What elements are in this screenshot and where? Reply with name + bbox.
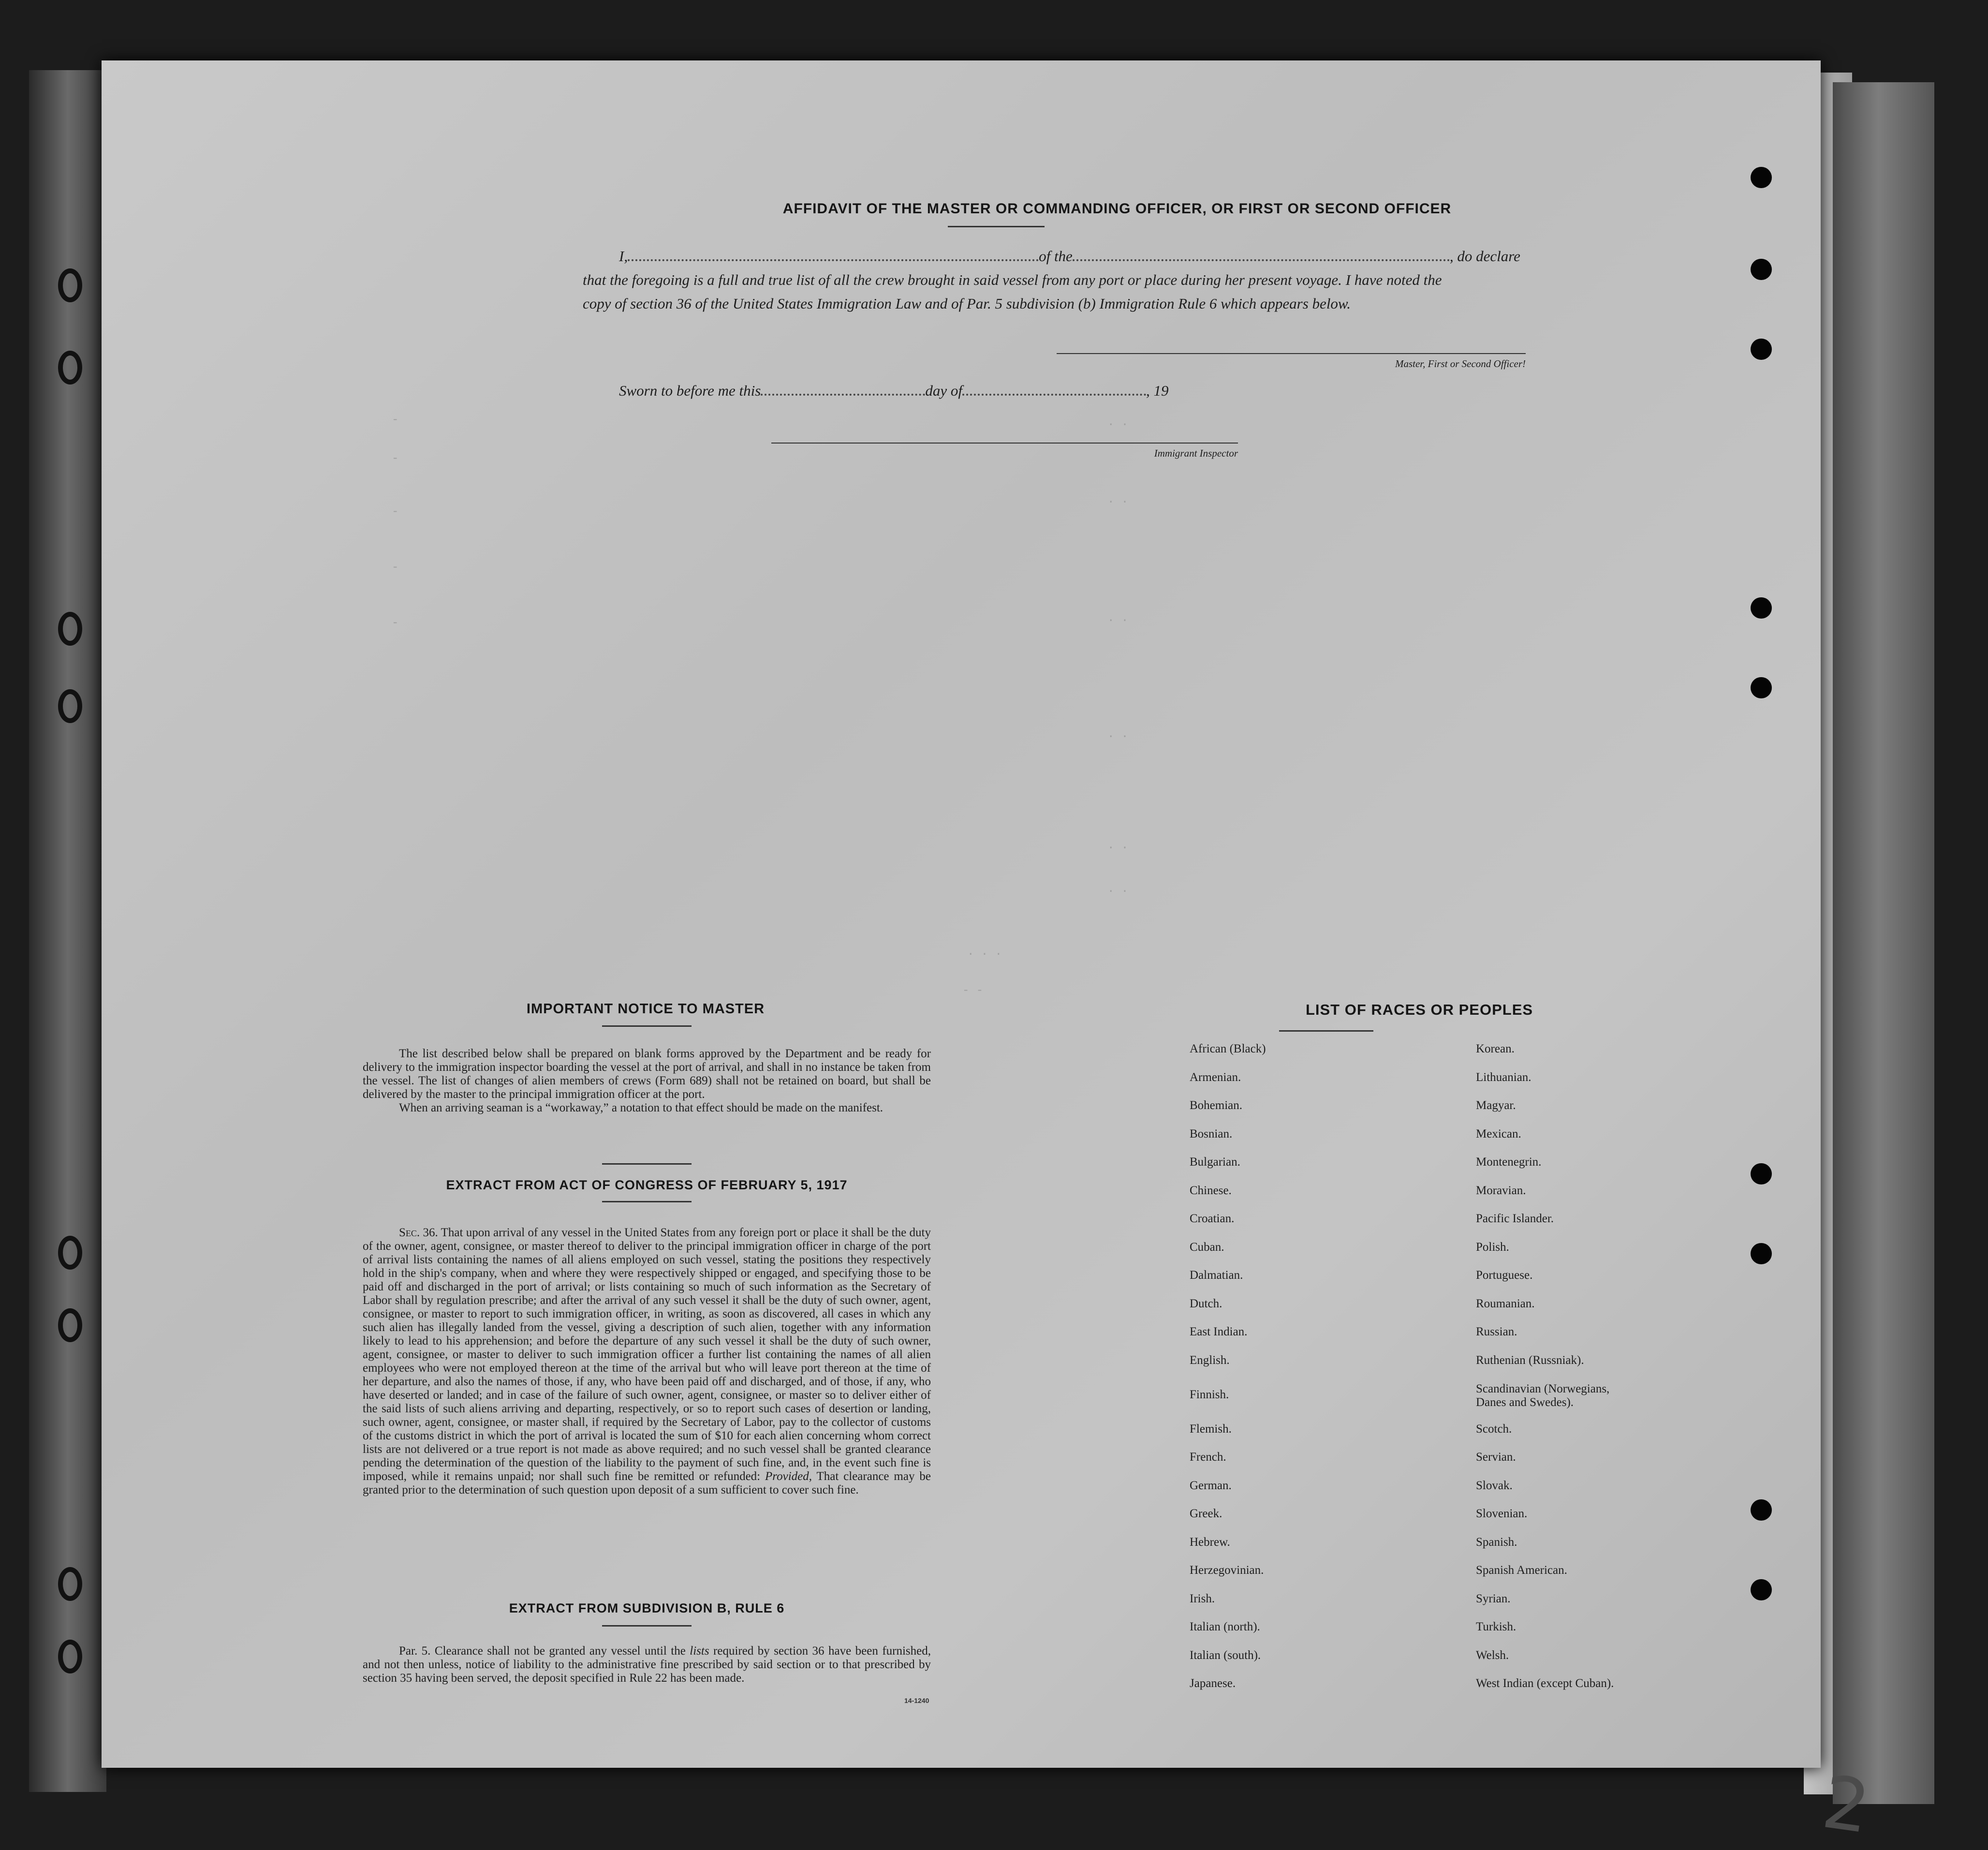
bleed-through-mark: -	[392, 617, 399, 630]
binder-hole	[1751, 259, 1772, 280]
vessel-blank	[1073, 249, 1450, 261]
binder-hole	[1751, 1499, 1772, 1521]
race-item: Lithuanian.	[1476, 1070, 1531, 1084]
binder-hole	[58, 1308, 82, 1342]
race-item: Polish.	[1476, 1240, 1509, 1254]
bleed-through-mark: . .	[1107, 416, 1129, 429]
race-item: Irish.	[1190, 1592, 1215, 1605]
inspector-caption: Immigrant Inspector	[1154, 447, 1238, 459]
title-underline	[1279, 1030, 1373, 1032]
affidavit-declaration	[583, 244, 1528, 315]
binder-hole	[1751, 167, 1772, 188]
name-blank	[628, 249, 1039, 261]
binder-hole	[1751, 597, 1772, 619]
bleed-through-mark: . .	[1107, 612, 1129, 625]
races-title: LIST OF RACES OR PEOPLES	[1305, 1001, 1533, 1018]
section-label: Sec. 36.	[399, 1226, 438, 1239]
title-underline	[602, 1025, 692, 1027]
bleed-through-mark: -	[392, 561, 399, 574]
extract-rule-title: EXTRACT FROM SUBDIVISION B, RULE 6	[509, 1601, 785, 1615]
race-item: Bohemian.	[1190, 1099, 1243, 1112]
race-item: Russian.	[1476, 1325, 1517, 1338]
bleed-through-mark: . .	[1107, 493, 1129, 506]
title-underline	[948, 226, 1045, 227]
binder-hole	[1751, 339, 1772, 360]
paragraph-5	[363, 1644, 931, 1685]
sworn-line	[619, 382, 1199, 400]
signature-line	[1057, 353, 1526, 354]
race-item: Flemish.	[1190, 1422, 1232, 1436]
race-item: Greek.	[1190, 1507, 1222, 1520]
race-item: Dalmatian.	[1190, 1269, 1243, 1282]
race-item: Syrian.	[1476, 1592, 1511, 1605]
race-item: Mexican.	[1476, 1127, 1521, 1140]
par5-after: required by section 36 have been furnished, and not then unless, notice of liability to the administrative fine prescribed by said section or to that prescribed by section 35 having been served, the deposit specified in Rule 22 has been made.	[363, 1644, 931, 1685]
paragraph-5-text	[363, 1644, 931, 1685]
race-item: Chinese.	[1190, 1184, 1232, 1197]
section-divider	[602, 1163, 692, 1165]
race-item: Italian (south).	[1190, 1648, 1261, 1662]
race-item: Pacific Islander.	[1476, 1212, 1554, 1225]
bleed-through-mark: . . .	[967, 946, 1002, 959]
binder-hole	[1751, 1163, 1772, 1184]
extract-act-title: EXTRACT FROM ACT OF CONGRESS OF FEBRUARY 5, 1917	[446, 1178, 848, 1192]
affidavit-do-declare: , do declare	[1449, 248, 1520, 265]
race-item: Japanese.	[1190, 1677, 1236, 1690]
race-item: Servian.	[1476, 1450, 1516, 1464]
bleed-through-mark: . .	[1107, 839, 1129, 852]
affidavit-line-3: copy of section 36 of the United States Immigration Law and of Par. 5 subdivision (b) Immigration Rule 6 which appears below.	[583, 295, 1351, 312]
title-underline	[602, 1625, 692, 1627]
race-item: Armenian.	[1190, 1070, 1241, 1084]
binder-right	[1833, 82, 1934, 1804]
binder-hole	[58, 1640, 82, 1673]
race-item: Ruthenian (Russniak).	[1476, 1353, 1584, 1367]
binder-hole	[1751, 1579, 1772, 1600]
binder-hole	[58, 1236, 82, 1270]
notice-paragraph-2: When an arriving seaman is a “workaway,” a notation to that effect should be made on the manifest.	[399, 1101, 884, 1114]
race-item: Hebrew.	[1190, 1535, 1230, 1549]
race-item: Cuban.	[1190, 1240, 1224, 1254]
inspector-signature-line	[771, 443, 1238, 444]
race-item: Welsh.	[1476, 1648, 1509, 1662]
binder-left	[29, 70, 106, 1792]
section-36-paragraph	[363, 1226, 931, 1497]
race-item: Italian (north).	[1190, 1620, 1260, 1633]
binder-hole	[58, 351, 82, 385]
race-item: Croatian.	[1190, 1212, 1235, 1225]
affidavit-line-2: that the foregoing is a full and true list of all the crew brought in said vessel from any port or place during her present voyage. I have noted the	[583, 271, 1442, 288]
race-item: Herzegovinian.	[1190, 1564, 1264, 1577]
race-item: African (Black)	[1190, 1042, 1266, 1055]
affidavit-of-the: of the	[1039, 248, 1073, 265]
proviso-text: That clearance may be granted prior to the determination of such question upon deposit of a sum sufficient to cover such fine.	[363, 1470, 931, 1496]
race-item: German.	[1190, 1479, 1232, 1492]
race-item: Roumanian.	[1476, 1297, 1535, 1310]
par5-lists: lists	[690, 1644, 709, 1658]
section-36-text	[363, 1226, 931, 1497]
race-item: English.	[1190, 1353, 1230, 1367]
bleed-through-mark: . .	[1107, 728, 1129, 741]
binder-hole	[1751, 1243, 1772, 1264]
binder-hole	[58, 612, 82, 646]
binder-hole	[58, 689, 82, 723]
affidavit-i: I,	[619, 248, 628, 265]
title-underline	[602, 1201, 692, 1202]
handwritten-page-number: 2	[1817, 1760, 1875, 1850]
bleed-through-mark: - -	[962, 984, 984, 997]
binder-hole	[58, 1567, 82, 1601]
race-item: Slovenian.	[1476, 1507, 1528, 1520]
race-item: Dutch.	[1190, 1297, 1222, 1310]
bleed-through-mark: . .	[1107, 883, 1129, 896]
race-item: Scandinavian (Norwegians, Danes and Swedes).	[1476, 1382, 1610, 1409]
binder-hole	[58, 268, 82, 302]
race-item: Bosnian.	[1190, 1127, 1233, 1140]
section-body: That upon arrival of any vessel in the United States from any foreign port or place it shall be the duty of the owner, agent, consignee, or master thereof to deliver to the principal immigration officer in charge of the port of arrival lists containing the names of all aliens employed on such vessel, stating the positions they respectively hold in the ship's company, when and where they were respectively shipped or engaged, and specifying those to be paid off and discharged in the port of arrival; or lists containing so much of such information as the Secretary of Labor shall by regulation prescribe; and after the arrival of any such vessel it shall be the duty of such owner, agent, consignee, or master to report to such immigration officer, in writing, as soon as discovered, all cases in which any such alien has illegally landed from the vessel, giving a description of such alien, together with any information likely to lead to his apprehension; and before the departure of any such vessel it shall be the duty of such owner, agent, consignee, or master to deliver to such immigration officer a further list containing the names of all alien employees who were not employed thereon at the time of the arrival but who will leave port thereon at the time of her departure, and also the names of those, if any, who have been paid off and discharged, and of those, if any, who have deserted or landed; and in case of the failure of such owner, agent, consignee, or master so to deliver either of the said lists of such aliens arriving and departing, respectively, or so to report such cases of desertion or landing, such owner, agent, consignee, or master shall, if required by the Secretary of Labor, pay to the collector of customs of the customs district in which the port of arrival is located the sum of $10 for each alien concerning whom correct lists are not delivered or a true report is not made as above required; and no such vessel shall be granted clearance pending the determination of the question of the liability to the payment of such fine, and, in the event such fine is imposed, while it remains unpaid; nor shall such fine be remitted or refunded:	[363, 1226, 931, 1483]
race-item: French.	[1190, 1450, 1226, 1464]
sworn-month-blank	[962, 383, 1146, 396]
manifest-page	[102, 60, 1875, 1850]
par5-before: Par. 5. Clearance shall not be granted any vessel until the	[399, 1644, 686, 1658]
race-item: East Indian.	[1190, 1325, 1248, 1338]
race-item: Spanish American.	[1476, 1564, 1567, 1577]
notice-body	[363, 1047, 931, 1115]
race-item: Turkish.	[1476, 1620, 1517, 1633]
bleed-through-mark: -	[392, 505, 399, 518]
sworn-date-blank	[761, 383, 925, 396]
form-number: 14-1240	[904, 1697, 929, 1704]
binder-hole	[1751, 677, 1772, 698]
notice-title: IMPORTANT NOTICE TO MASTER	[526, 1001, 765, 1017]
race-item: Finnish.	[1190, 1388, 1229, 1401]
race-item: Slovak.	[1476, 1479, 1513, 1492]
race-item: Montenegrin.	[1476, 1155, 1542, 1169]
race-item: Magyar.	[1476, 1099, 1516, 1112]
race-item: Moravian.	[1476, 1184, 1526, 1197]
affidavit-title: AFFIDAVIT OF THE MASTER OR COMMANDING OFFICER, OR FIRST OR SECOND OFFICER	[782, 201, 1452, 217]
sworn-day-of: day of	[925, 382, 962, 399]
race-item: Spanish.	[1476, 1535, 1517, 1549]
signature-caption: Master, First or Second Officer!	[1395, 358, 1526, 370]
sworn-prefix: Sworn to before me this	[619, 382, 761, 399]
sworn-year: , 19	[1146, 382, 1169, 399]
race-item: Korean.	[1476, 1042, 1515, 1055]
affidavit-line-1	[583, 244, 1528, 268]
race-item: West Indian (except Cuban).	[1476, 1677, 1614, 1690]
race-item: Bulgarian.	[1190, 1155, 1240, 1169]
notice-paragraph-1: The list described below shall be prepared on blank forms approved by the Department and be ready for delivery to the immigration inspector boarding the vessel at the port of arrival, and shall in no instance be taken from the vessel. The list of changes of alien members of crews (Form 689) shall not be retained on board, but shall be delivered by the master to the principal immigration officer at the port.	[363, 1047, 931, 1101]
bleed-through-mark: -	[392, 414, 399, 427]
proviso-label: Provided,	[765, 1470, 812, 1483]
bleed-through-mark: -	[392, 452, 399, 465]
race-item: Portuguese.	[1476, 1269, 1533, 1282]
race-item: Scotch.	[1476, 1422, 1512, 1436]
